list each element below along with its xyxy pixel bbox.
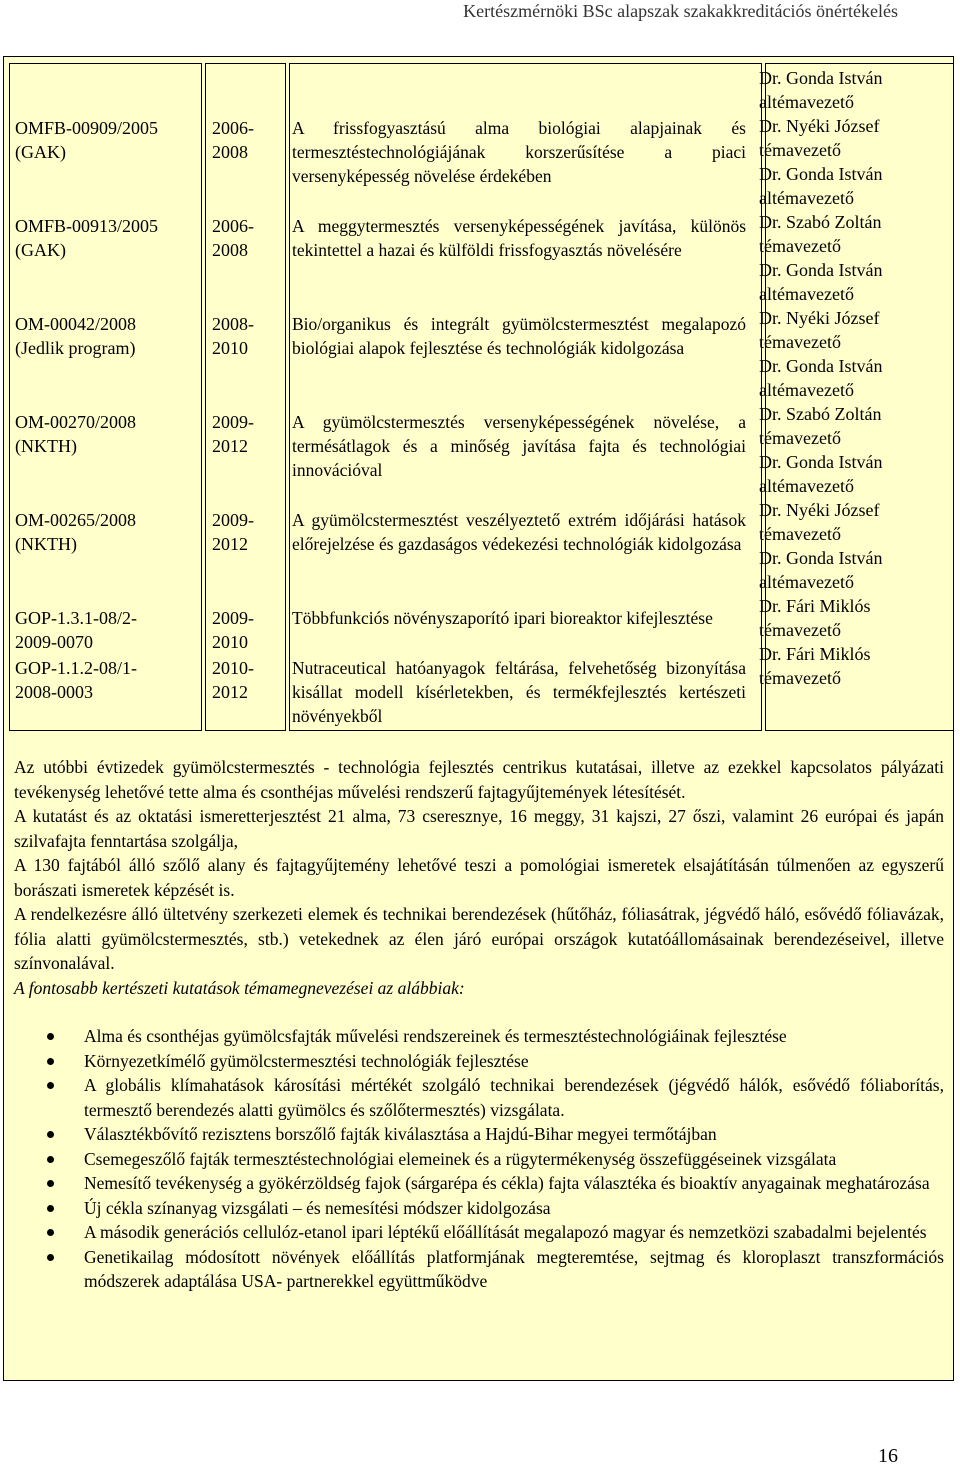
project-leader-line: altémavezető [759,92,854,112]
body-paragraphs [14,755,944,1000]
project-id-cell [15,656,190,704]
paragraph: A kutatást és az oktatási ismeretterjesztést 21 alma, 73 cseresznye, 16 meggy, 31 kajszi, 27 őszi, valamint 26 európai és japán szilvafajta fenntartása szolgálja, [14,806,944,851]
project-leader-line: Dr. Gonda István [759,548,883,568]
project-description-cell: A gyümölcstermesztés versenyképességének növelése, a termésátlagok és a minőség javítása fajta és technológiai innovációval [292,412,746,480]
project-leader-line: altémavezető [759,284,854,304]
project-id-cell [15,606,190,654]
project-id-line: OM-00270/2008 [15,412,136,432]
project-years-line: 2009- [212,412,254,432]
project-leader-line: témavezető [759,140,841,160]
project-years-line: 2006- [212,216,254,236]
project-id-line: (GAK) [15,142,66,162]
project-years-line: 2008 [212,142,248,162]
project-leader-line: Dr. Gonda István [759,260,883,280]
project-years-cell [212,508,272,556]
research-topics-heading: A fontosabb kertészeti kutatások témamegnevezései az alábbiak: [14,977,465,998]
list-item [14,1024,944,1049]
page-header-title: Kertészmérnöki BSc alapszak szakakkreditációs önértékelés [463,1,898,21]
research-topics-list [14,1024,944,1294]
project-years-line: 2009- [212,608,254,628]
project-leader-line: Dr. Szabó Zoltán [759,212,882,232]
project-id-cell [15,508,190,556]
list-item [14,1220,944,1245]
project-leader-line: Dr. Fári Miklós [759,644,871,664]
list-item [14,1049,944,1074]
project-leader-line: témavezető [759,524,841,544]
list-item [14,1073,944,1122]
project-id-line: OMFB-00913/2005 [15,216,159,236]
project-leader-line: Dr. Nyéki József [759,116,880,136]
project-id-line: GOP-1.1.2-08/1- [15,658,137,678]
bullet-icon [47,1180,54,1187]
project-description-cell: A gyümölcstermesztést veszélyeztető extrém időjárási hatások előrejelzése és gazdaságos védekezési technológiák kidolgozása [292,510,746,554]
list-item-text: Új cékla színanyag vizsgálati – és nemesítési módszer kidolgozása [84,1197,551,1218]
list-item-text: Genetikailag módosított növények előállítás platformjának megteremtése, sejtmag és kloroplaszt transzformációs módszerek adaptálása USA- partnerekkel együttműködve [84,1246,944,1291]
project-id-line: OMFB-00909/2005 [15,118,159,138]
project-id-line: GOP-1.3.1-08/2- [15,608,137,628]
project-years-line: 2008 [212,240,248,260]
project-leader-line: témavezető [759,236,841,256]
project-leader-line: Dr. Nyéki József [759,308,880,328]
project-id-line: OM-00265/2008 [15,510,136,530]
bullet-icon [47,1033,54,1040]
project-years-cell [212,410,272,458]
project-years-line: 2012 [212,436,248,456]
project-leader-line: Dr. Gonda István [759,164,883,184]
project-years-line: 2009- [212,510,254,530]
list-item-text: Nemesítő tevékenység a gyökérzöldség fajok (sárgarépa és cékla) fajta választéka és bioaktív anyagainak meghatározása [84,1173,930,1193]
project-id-line: OM-00042/2008 [15,314,136,334]
project-leader-line: Dr. Fári Miklós [759,596,871,616]
project-id-line: (NKTH) [15,534,77,554]
bullet-icon [47,1131,54,1138]
list-item [14,1245,944,1294]
project-leaders-cell [759,66,943,690]
project-years-line: 2012 [212,534,248,554]
list-item-text: Csemegeszőlő fajták termesztéstechnológiai elemeinek és a rügytermékenység összefüggéseinek vizsgálata [84,1148,837,1169]
project-leader-line: altémavezető [759,572,854,592]
project-leader-line: témavezető [759,620,841,640]
project-years-line: 2006- [212,118,254,138]
bullet-icon [47,1156,54,1163]
project-leader-line: altémavezető [759,188,854,208]
project-description-cell: A frissfogyasztású alma biológiai alapjainak és termesztéstechnológiájának korszerűsítése a piaci versenyképesség növelése érdekében [292,118,746,186]
bullet-icon [47,1205,54,1212]
project-id-line: (GAK) [15,240,66,260]
project-id-line: (NKTH) [15,436,77,456]
list-item [14,1147,944,1172]
bullet-icon [47,1254,54,1261]
project-years-line: 2010 [212,338,248,358]
project-years-line: 2010 [212,632,248,652]
project-years-cell [212,656,272,704]
paragraph: Az utóbbi évtizedek gyümölcstermesztés - technológia fejlesztés centrikus kutatásai, illetve az ezekkel kapcsolatos pályázati tevékenység lehetővé tette alma és csonthéjas művelési rendszerű fajtagyűjtemények létesítését. [14,757,944,802]
list-item [14,1122,944,1147]
page-number: 16 [878,1445,898,1467]
list-item-text: Választékbővítő rezisztens borszőlő fajták kiválasztása a Hajdú-Bihar megyei termőtájban [84,1124,717,1144]
list-item-text: Alma és csonthéjas gyümölcsfajták művelési rendszereinek és termesztéstechnológiáinak fejlesztése [84,1026,787,1046]
project-description-cell: Többfunkciós növényszaporító ipari bioreaktor kifejlesztése [292,608,713,628]
project-id-line: 2009-0070 [15,632,93,652]
list-item [14,1171,944,1196]
project-leader-line: témavezető [759,332,841,352]
project-description-cell: Nutraceutical hatóanyagok feltárása, felvehetőség bizonyítása kisállat modell kísérletekben, és termékfejlesztés kertészeti növényekből [292,658,746,726]
bullet-icon [47,1229,54,1236]
project-id-line: (Jedlik program) [15,338,136,358]
project-description-cell: A meggytermesztés versenyképességének javítása, különös tekintettel a hazai és külföldi frissfogyasztás növelésére [292,216,746,260]
project-years-cell [212,214,272,262]
project-leader-line: Dr. Gonda István [759,356,883,376]
list-item-text: A globális klímahatások károsítási mértékét szolgáló technikai berendezések (jégvédő hálók, esővédő fóliaborítás, termesztő berendezés alatti gyümölcs és szőlőtermesztés) vizsgálata. [84,1075,944,1120]
project-id-cell [15,410,190,458]
project-id-cell [15,312,190,360]
list-item-text: A második generációs cellulóz-etanol ipari léptékű előállítását megalapozó magyar és nemzetközi szabadalmi bejelentés [84,1222,927,1242]
project-leader-line: Dr. Gonda István [759,68,883,88]
project-years-line: 2008- [212,314,254,334]
project-id-line: 2008-0003 [15,682,93,702]
project-leader-line: Dr. Nyéki József [759,500,880,520]
paragraph: A 130 fajtából álló szőlő alany és fajtagyűjtemény lehetővé teszi a pomológiai ismeretek elsajátításán túlmenően az egyszerű borászati ismeretek képzését is. [14,855,944,900]
bullet-icon [47,1058,54,1065]
project-leader-line: témavezető [759,428,841,448]
project-id-cell [15,214,190,262]
project-years-cell [212,116,272,164]
list-item-text: Környezetkímélő gyümölcstermesztési technológiák fejlesztése [84,1050,529,1071]
project-leader-line: Dr. Szabó Zoltán [759,404,882,424]
project-years-cell [212,312,272,360]
paragraph: A rendelkezésre álló ültetvény szerkezeti elemek és technikai berendezések (hűtőház, fóliasátrak, jégvédő háló, esővédő fóliavázak, fólia alatti gyümölcstermesztés, stb.) vetekednek az élen járó európai országok kutatóállomásainak berendezéseivel, illetve színvonalával. [14,904,944,973]
project-id-cell [15,116,190,164]
list-item [14,1196,944,1221]
project-years-line: 2012 [212,682,248,702]
bullet-icon [47,1082,54,1089]
project-description-cell: Bio/organikus és integrált gyümölcstermesztést megalapozó biológiai alapok fejlesztése és technológiák kidolgozása [292,314,746,358]
project-leader-line: témavezető [759,668,841,688]
project-years-cell [212,606,272,654]
project-leader-line: altémavezető [759,476,854,496]
project-leader-line: Dr. Gonda István [759,452,883,472]
project-years-line: 2010- [212,658,254,678]
project-leader-line: altémavezető [759,380,854,400]
